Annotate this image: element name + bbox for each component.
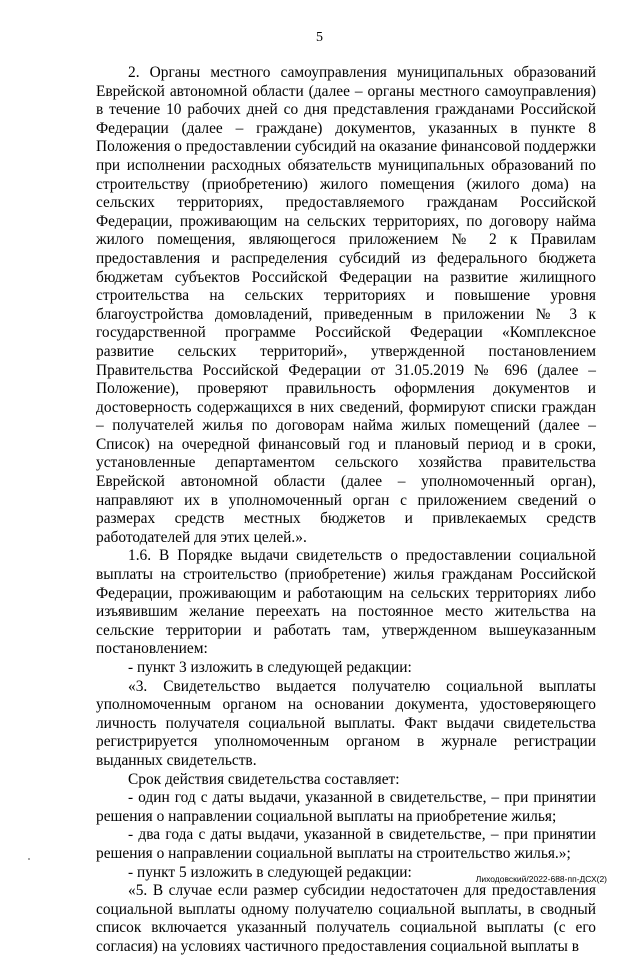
paragraph-point-5-intro: - пункт 5 изложить в следующей редакции: [128, 863, 412, 881]
paragraph-point-3-intro: - пункт 3 изложить в следующей редакции: [128, 659, 412, 676]
paragraph-validity-two-years: - два года с даты выдачи, указанной в свидетельстве, – при принятии решения о направлении социальной выплаты на строительство жилья.»; [96, 826, 596, 862]
paragraph-point-5-text: «5. В случае если размер субсидии недостаточен для предоставления социальной выплаты одному получателю социальной выплаты, в сводный список включается указанный получатель социальной выплаты (с его согласия) на условиях частичного предоставления социальной выплаты в [96, 882, 596, 955]
paragraph-validity-period: Срок действия свидетельства составляет: [128, 770, 400, 788]
paragraph-1-6-order: 1.6. В Порядке выдачи свидетельств о предоставлении социальной выплаты на строительство (приобретение) жилья гражданам Российской Федерации, проживающим и работающим на сельских территориях либо изъявившим желание переехать на постоянное место жительства на сельские территории и работать там, утвержденном вышеуказанным постановлением: [96, 547, 596, 658]
paragraph-validity-one-year: - один год с даты выдачи, указанной в свидетельстве, – при принятии решения о направлении социальной выплаты на приобретение жилья; [96, 789, 596, 825]
footer-document-code: Лиходовский/2022-688-пп-ДСХ(2) [475, 874, 607, 884]
paragraph-item-2-organs: 2. Органы местного самоуправления муниципальных образований Еврейской автономной области (далее – органы местного самоуправления) в течение 10 рабочих дней со дня представления гражданами Российской Федерации (далее – граждане) документов, указанных в пункте 8 Положения о предоставлении субсидий на оказание финансовой поддержки при исполнении расходных обязательств муниципальных образований по строительству (приобретению) жилого помещения (жилого дома) на сельских территориях, предоставляемого гражданам Российской Федерации, проживающим на сельских территориях, по договору найма жилого помещения, являющегося приложением № 2 к Правилам предоставления и распределения субсидий из федерального бюджета бюджетам субъектов Российской Федерации на развитие жилищного строительства на сельских территориях и повышение уровня благоустройства домовладений, приведенным в приложении № 3 к государственной программе Российской Федерации «Комплексное развитие сельских территорий», утвержденной постановлением Правительства Российской Федерации от 31.05.2019 № 696 (далее – Положение), проверяют правильность оформления документов и достоверность содержащихся в них сведений, формируют списки граждан – получателей жилья по договорам найма жилых помещений (далее – Список) на очередной финансовый год и плановый период и в сроки, установленные департаментом сельского хозяйства правительства Еврейской автономной области (далее – уполномоченный орган), направляют их в уполномоченный орган с приложением сведений о размерах средств местных бюджетов и привлекаемых средств работодателей для этих целей.». [96, 64, 596, 546]
document-body [96, 64, 596, 957]
paragraph-point-3-text: «3. Свидетельство выдается получателю социальной выплаты уполномоченным органом на основании документа, удостоверяющего личность получателя социальной выплаты. Факт выдачи свидетельства регистрируется уполномоченным органом в журнале регистрации выданных свидетельств. [96, 677, 596, 769]
scan-dot [28, 858, 30, 860]
page-number: 5 [316, 30, 323, 45]
